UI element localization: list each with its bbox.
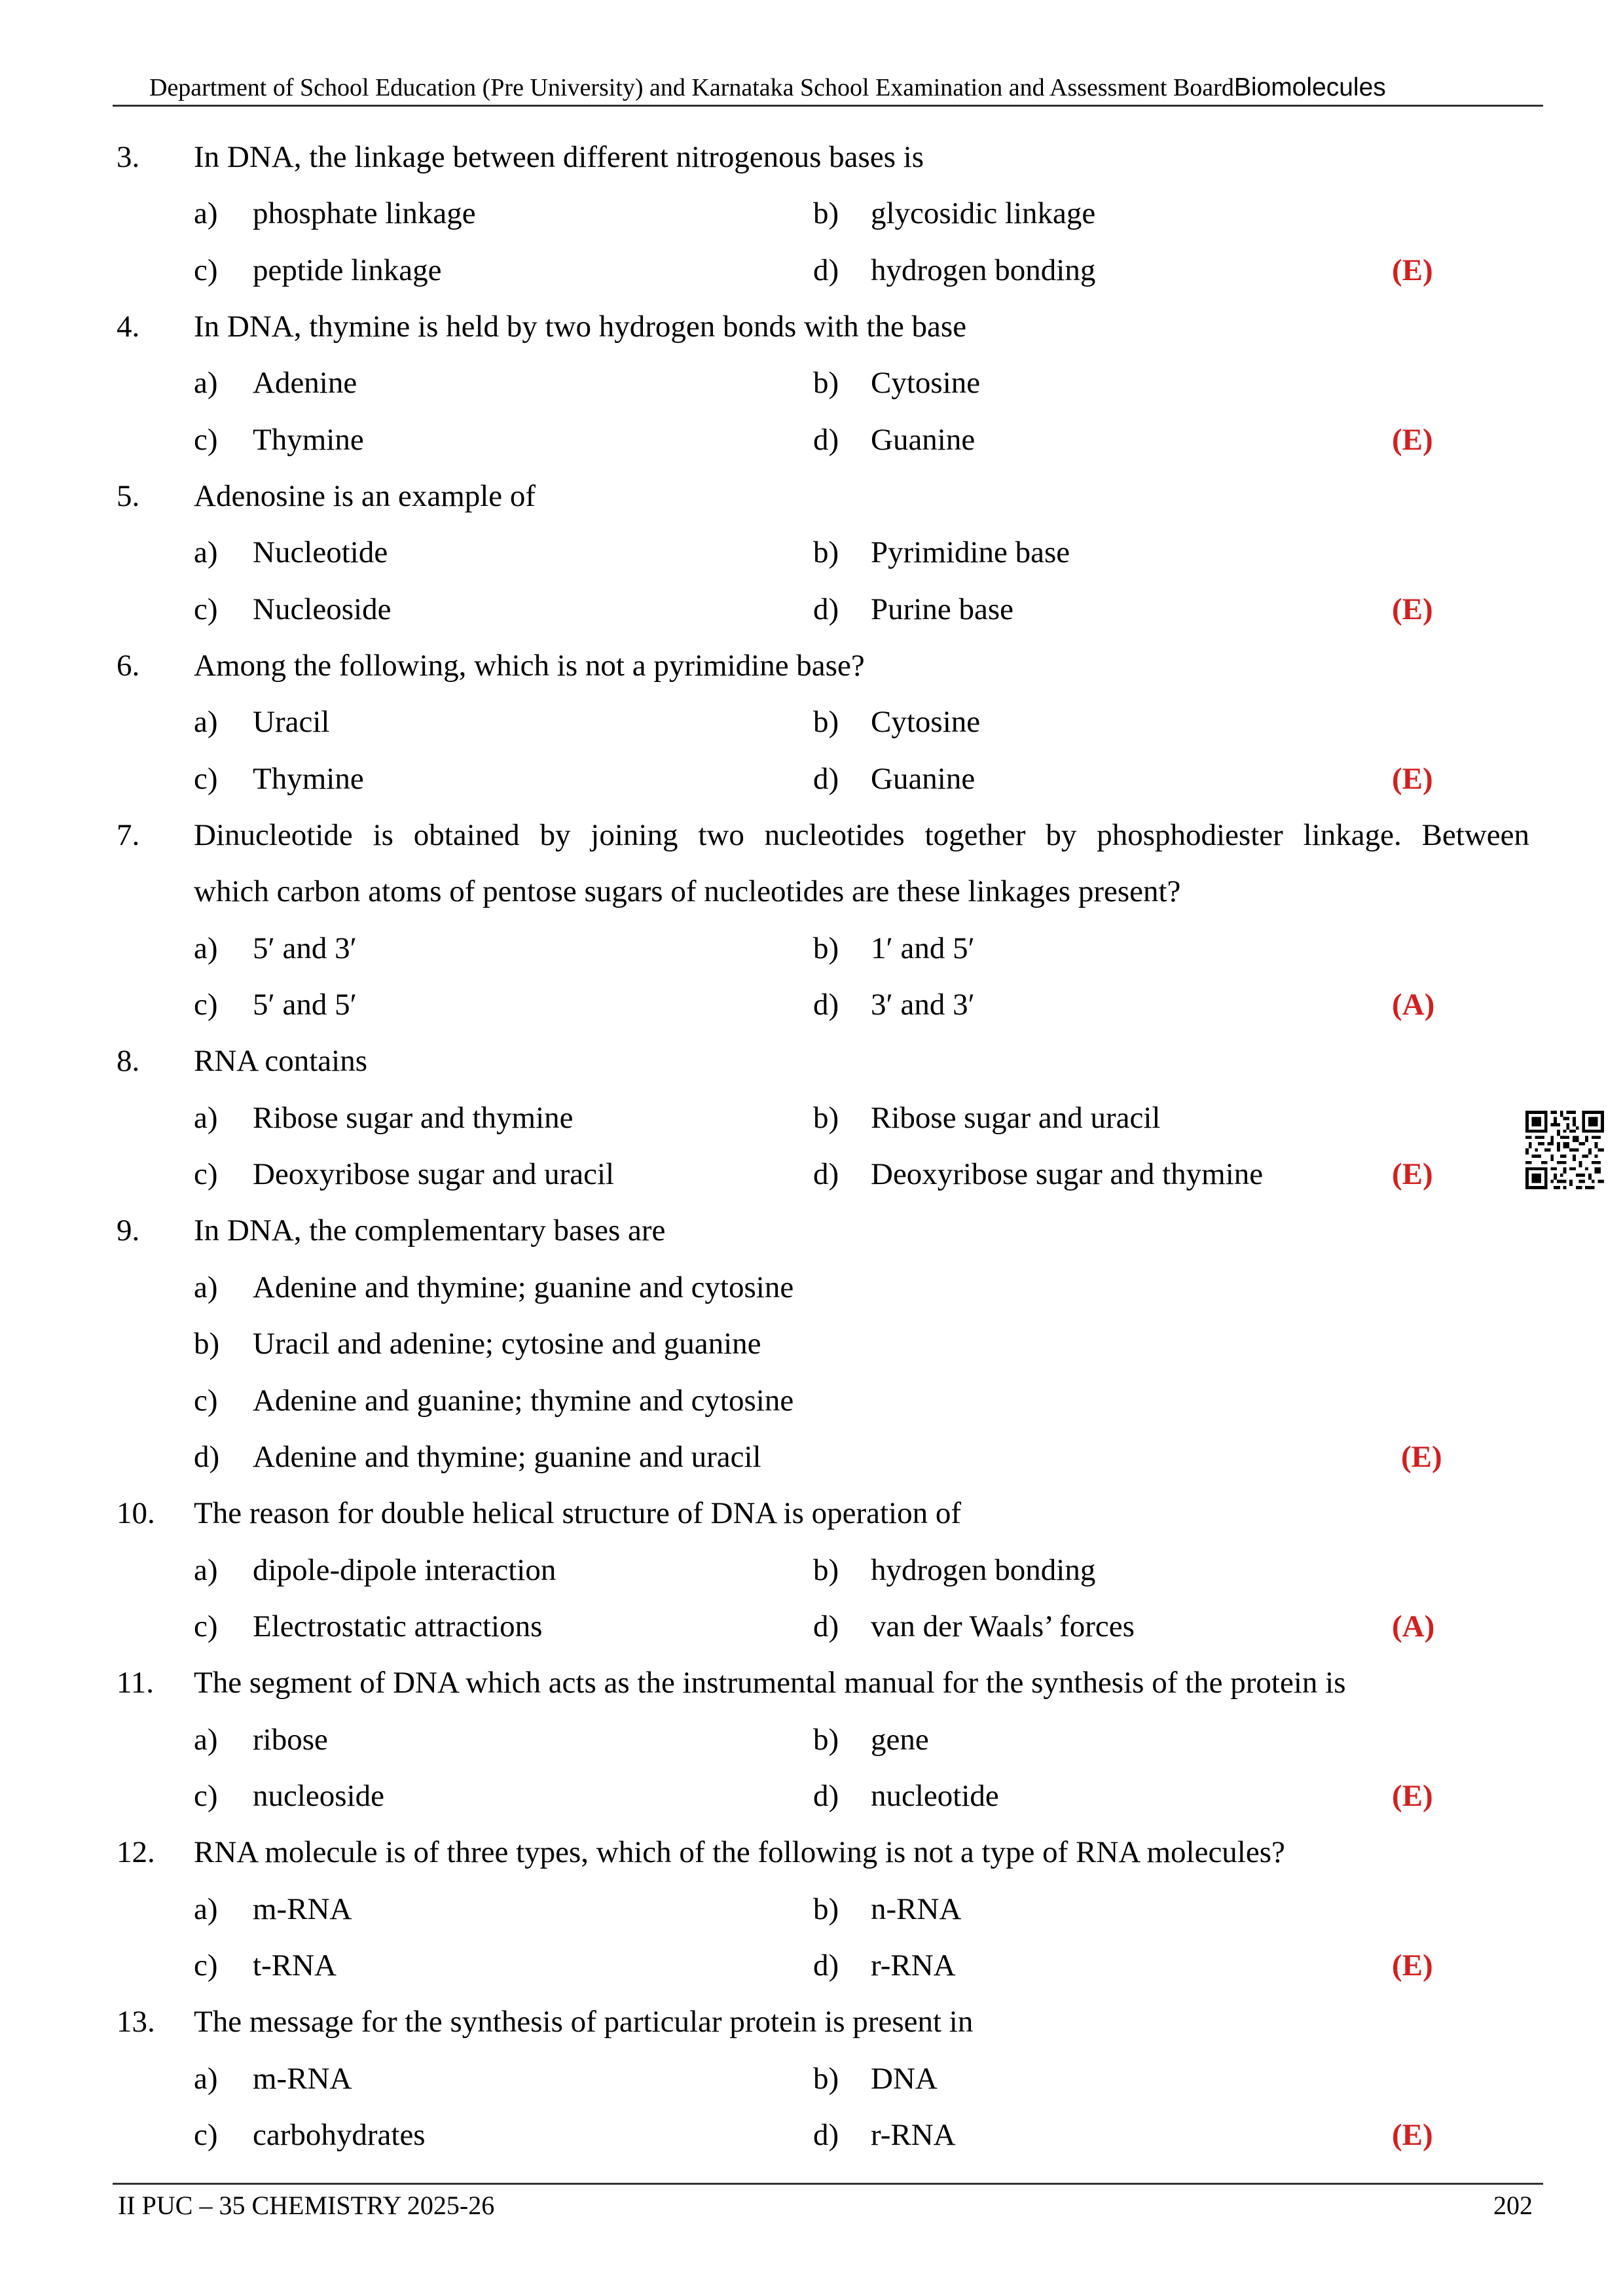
option-text: 1′ and 5′ xyxy=(871,931,975,965)
option-label: b) xyxy=(813,196,839,230)
option-label: a) xyxy=(194,196,218,230)
question-number: 6. xyxy=(117,649,140,683)
option-text: m-RNA xyxy=(253,2062,352,2096)
option-text: Cytosine xyxy=(871,366,981,400)
difficulty-tag: (E) xyxy=(1392,762,1433,796)
option-text: Pyrimidine base xyxy=(871,535,1070,569)
option-label: c) xyxy=(194,2118,218,2152)
option-label: d) xyxy=(813,1157,839,1191)
option-label: c) xyxy=(194,1384,218,1418)
option-text: nucleoside xyxy=(253,1779,384,1813)
question-text: RNA molecule is of three types, which of the following is not a type of RNA molecules? xyxy=(194,1835,1285,1869)
qr-code-icon[interactable] xyxy=(1525,1111,1604,1189)
difficulty-tag: (A) xyxy=(1392,1609,1435,1643)
option-text: Thymine xyxy=(253,423,364,457)
option-text: Guanine xyxy=(871,423,976,457)
option-label: c) xyxy=(194,988,218,1022)
option-label: a) xyxy=(194,705,218,739)
option-text: 5′ and 3′ xyxy=(253,931,357,965)
question-text-continued: which carbon atoms of pentose sugars of nucleotides are these linkages present? xyxy=(194,874,1181,908)
question-text: The segment of DNA which acts as the instrumental manual for the synthesis of the protein is xyxy=(194,1666,1346,1700)
option-label: d) xyxy=(813,423,839,457)
question-number: 9. xyxy=(117,1213,140,1247)
difficulty-tag: (A) xyxy=(1392,988,1435,1022)
option-text: gene xyxy=(871,1723,929,1757)
option-text: nucleotide xyxy=(871,1779,999,1813)
option-text: peptide linkage xyxy=(253,253,442,287)
option-text: Electrostatic attractions xyxy=(253,1609,543,1643)
option-label: b) xyxy=(813,931,839,965)
option-text: Thymine xyxy=(253,762,364,796)
option-label: a) xyxy=(194,366,218,400)
difficulty-tag: (E) xyxy=(1392,1157,1433,1191)
option-text: Deoxyribose sugar and thymine xyxy=(871,1157,1264,1191)
header-rule xyxy=(113,105,1543,107)
option-label: a) xyxy=(194,1270,218,1304)
option-text: glycosidic linkage xyxy=(871,196,1096,230)
option-text: Nucleotide xyxy=(253,535,388,569)
option-label: a) xyxy=(194,535,218,569)
difficulty-tag: (E) xyxy=(1392,253,1433,287)
option-text: Purine base xyxy=(871,592,1013,626)
option-text: Nucleoside xyxy=(253,592,392,626)
option-label: a) xyxy=(194,1723,218,1757)
option-text: Adenine and thymine; guanine and uracil xyxy=(253,1440,761,1474)
option-text: r-RNA xyxy=(871,2118,956,2152)
option-label: b) xyxy=(194,1327,220,1361)
option-text: phosphate linkage xyxy=(253,196,476,230)
option-text: Uracil xyxy=(253,705,330,739)
option-label: d) xyxy=(813,253,839,287)
question-text: RNA contains xyxy=(194,1044,368,1078)
option-label: d) xyxy=(813,762,839,796)
option-label: c) xyxy=(194,1779,218,1813)
option-text: Cytosine xyxy=(871,705,981,739)
option-text: carbohydrates xyxy=(253,2118,426,2152)
option-text: dipole-dipole interaction xyxy=(253,1553,556,1587)
option-text: m-RNA xyxy=(253,1892,352,1926)
option-label: d) xyxy=(813,1609,839,1643)
question-text: The message for the synthesis of particular protein is present in xyxy=(194,2005,974,2039)
question-number: 5. xyxy=(117,479,140,513)
option-text: Deoxyribose sugar and uracil xyxy=(253,1157,615,1191)
question-text: Dinucleotide is obtained by joining two nucleotides together by phosphodiester linkage. Between xyxy=(194,818,1529,852)
option-label: a) xyxy=(194,931,218,965)
option-text: DNA xyxy=(871,2062,938,2096)
option-text: n-RNA xyxy=(871,1892,962,1926)
option-label: c) xyxy=(194,1948,218,1982)
question-number: 13. xyxy=(117,2005,155,2039)
option-text: t-RNA xyxy=(253,1948,337,1982)
option-label: c) xyxy=(194,423,218,457)
option-text: Adenine xyxy=(253,366,357,400)
page-header xyxy=(113,71,1543,105)
difficulty-tag: (E) xyxy=(1392,1779,1433,1813)
option-text: van der Waals’ forces xyxy=(871,1609,1135,1643)
option-label: a) xyxy=(194,1101,218,1135)
question-number: 11. xyxy=(117,1666,155,1700)
option-label: d) xyxy=(194,1440,220,1474)
option-label: a) xyxy=(194,2062,218,2096)
option-label: a) xyxy=(194,1553,218,1587)
option-text: hydrogen bonding xyxy=(871,1553,1096,1587)
option-label: b) xyxy=(813,1723,839,1757)
option-label: c) xyxy=(194,592,218,626)
difficulty-tag: (E) xyxy=(1401,1440,1442,1474)
option-label: b) xyxy=(813,2062,839,2096)
question-number: 4. xyxy=(117,310,140,344)
option-label: d) xyxy=(813,592,839,626)
option-label: d) xyxy=(813,988,839,1022)
option-text: r-RNA xyxy=(871,1948,956,1982)
option-label: b) xyxy=(813,1553,839,1587)
header-subject: Biomolecules xyxy=(1233,73,1386,101)
option-text: 3′ and 3′ xyxy=(871,988,975,1022)
option-text: 5′ and 5′ xyxy=(253,988,357,1022)
question-number: 3. xyxy=(117,140,140,174)
difficulty-tag: (E) xyxy=(1392,2118,1433,2152)
option-label: b) xyxy=(813,705,839,739)
option-label: d) xyxy=(813,1779,839,1813)
difficulty-tag: (E) xyxy=(1392,423,1433,457)
question-text: In DNA, thymine is held by two hydrogen bonds with the base xyxy=(194,310,967,344)
question-text: In DNA, the complementary bases are xyxy=(194,1213,666,1247)
option-text: Uracil and adenine; cytosine and guanine xyxy=(253,1327,761,1361)
option-label: a) xyxy=(194,1892,218,1926)
option-text: ribose xyxy=(253,1723,328,1757)
option-label: c) xyxy=(194,1157,218,1191)
option-label: b) xyxy=(813,1101,839,1135)
option-label: c) xyxy=(194,1609,218,1643)
question-number: 12. xyxy=(117,1835,155,1869)
option-text: Adenine and guanine; thymine and cytosine xyxy=(253,1384,794,1418)
header-title: Department of School Education (Pre University) and Karnataka School Examination and Assessment Board xyxy=(149,74,1234,101)
question-number: 8. xyxy=(117,1044,140,1078)
option-label: c) xyxy=(194,253,218,287)
option-label: d) xyxy=(813,1948,839,1982)
page-number: 202 xyxy=(1493,2191,1533,2220)
footer-rule xyxy=(113,2183,1543,2185)
question-text: The reason for double helical structure of DNA is operation of xyxy=(194,1496,962,1530)
option-text: Adenine and thymine; guanine and cytosine xyxy=(253,1270,794,1304)
option-label: b) xyxy=(813,366,839,400)
option-label: d) xyxy=(813,2118,839,2152)
option-label: c) xyxy=(194,762,218,796)
option-label: b) xyxy=(813,535,839,569)
header-text xyxy=(149,71,1386,105)
option-label: b) xyxy=(813,1892,839,1926)
difficulty-tag: (E) xyxy=(1392,592,1433,626)
question-text: In DNA, the linkage between different nitrogenous bases is xyxy=(194,140,924,174)
question-number: 10. xyxy=(117,1496,155,1530)
option-text: hydrogen bonding xyxy=(871,253,1096,287)
option-text: Ribose sugar and uracil xyxy=(871,1101,1161,1135)
option-text: Ribose sugar and thymine xyxy=(253,1101,574,1135)
question-text: Adenosine is an example of xyxy=(194,479,536,513)
question-number: 7. xyxy=(117,818,140,852)
option-text: Guanine xyxy=(871,762,976,796)
difficulty-tag: (E) xyxy=(1392,1948,1433,1982)
footer-course: II PUC – 35 CHEMISTRY 2025-26 xyxy=(118,2191,495,2220)
question-text: Among the following, which is not a pyrimidine base? xyxy=(194,649,865,683)
